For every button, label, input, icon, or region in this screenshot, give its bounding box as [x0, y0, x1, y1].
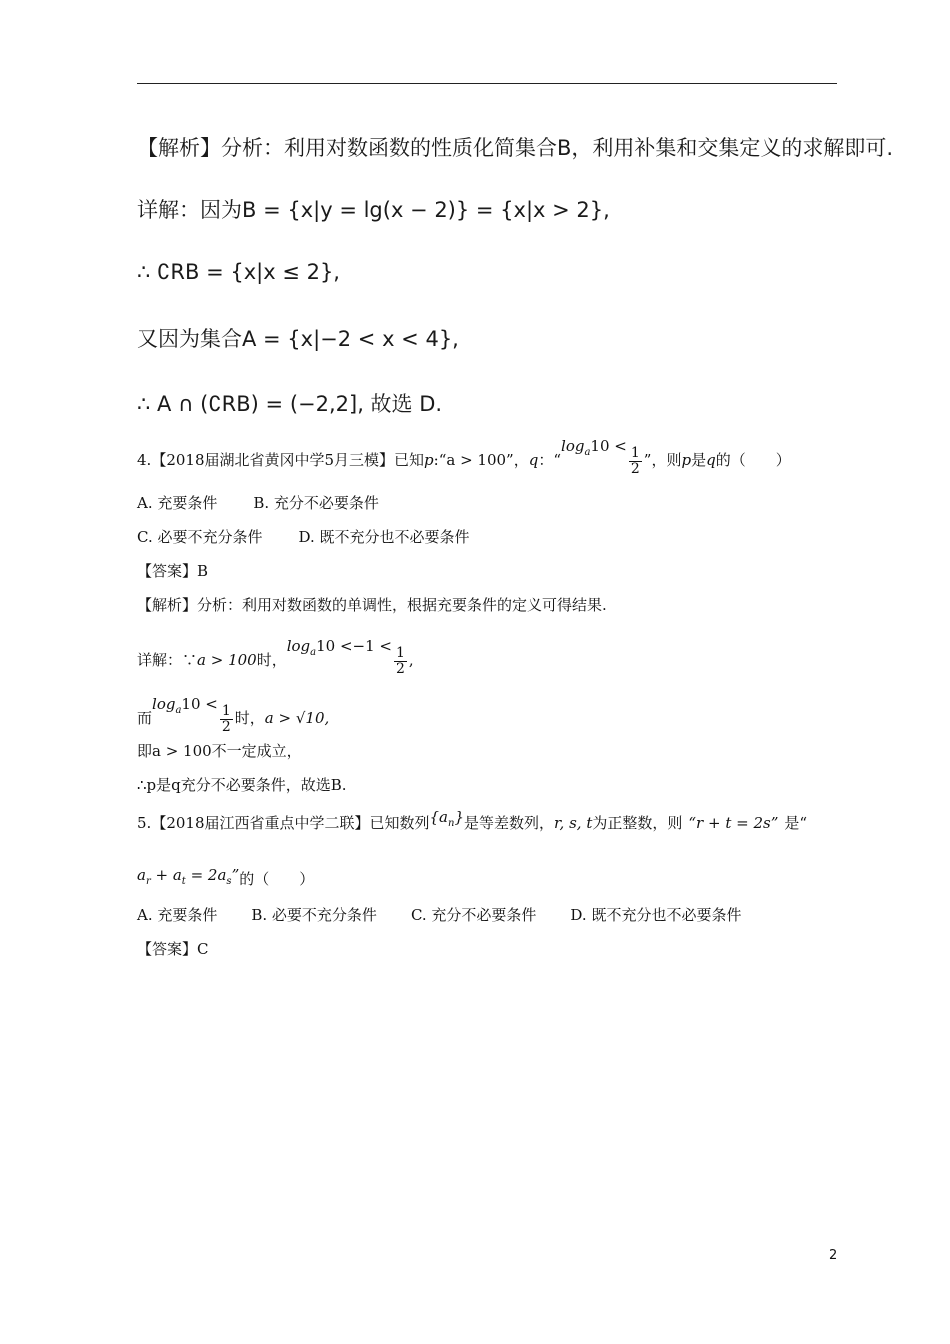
- analysis-line: [137, 132, 893, 162]
- q4-detail2-log: $\log_a10$ <: [152, 695, 218, 717]
- q4-option-c: C. 必要不充分条件: [137, 528, 263, 546]
- detail-step-3: 又因为集合A = {x|−2 < x < 4},: [137, 327, 459, 351]
- q5-source: 【2018届江西省重点中学二联】: [151, 814, 370, 832]
- q4-answer: 【答案】B: [137, 562, 209, 580]
- q4-stem-text: 已知: [394, 451, 425, 470]
- q5-answer: 【答案】C: [137, 940, 209, 958]
- q5-vars: r, s, t: [554, 814, 593, 832]
- q5-option-a: A. 充要条件: [137, 906, 218, 924]
- q5-option-d: D. 既不充分也不必要条件: [570, 906, 742, 924]
- detail-step-2: ∴ ∁RB = {x|x ≤ 2},: [137, 260, 340, 284]
- q4-analysis: 【解析】分析：利用对数函数的单调性，根据充要条件的定义可得结果.: [137, 596, 607, 614]
- q4-q-open: ：“: [538, 451, 562, 470]
- page-number: 2: [829, 1248, 838, 1263]
- q4-options-row2: [137, 526, 470, 547]
- q4-q-log: $\log_a10$ <: [561, 437, 627, 459]
- q4-option-a: A. 充要条件: [137, 494, 218, 512]
- q4-q-close: ”，则: [643, 451, 682, 470]
- q4-detail1-log: $\log_a10 <-1$ <: [286, 637, 392, 659]
- q4-detail2-fraction: $\frac{1}{2}$: [221, 703, 231, 735]
- q4-p-cond: :“a > 100”，: [433, 451, 529, 470]
- q4-option-d: D. 既不充分也不必要条件: [298, 528, 470, 546]
- analysis-tag: 【解析】: [137, 136, 221, 160]
- q4-detail1-fraction: $\frac{1}{2}$: [396, 645, 405, 677]
- q4-detail-1: 详解：∵a > 100时，$\log_a10 <-1$ < $\frac{1}{2}$ ,: [137, 637, 414, 677]
- q4-options-row1: [137, 492, 379, 513]
- q5-cond2: $a_r + a_t = 2a_s$”: [137, 866, 240, 887]
- q4-stem-end: 的（ ）: [715, 451, 791, 470]
- q5-number: 5.: [137, 814, 152, 832]
- q4-p-var: p: [424, 451, 434, 470]
- q5-stem: 5.【2018届江西省重点中学二联】已知数列$\{a_n\}$是等差数列，r, s, t为正整数，则 “r + t = 2s” 是“: [137, 808, 808, 832]
- detail-step-4: ∴ A ∩ (∁RB) = (−2,2], 故选 D.: [137, 392, 443, 416]
- q4-option-b: B. 充分不必要条件: [253, 494, 379, 512]
- analysis-text: 分析：利用对数函数的性质化简集合B，利用补集和交集定义的求解即可.: [221, 136, 894, 160]
- q5-cond1: “r + t = 2s”: [688, 814, 779, 832]
- q4-detail-3: 即a > 100不一定成立，: [137, 742, 302, 760]
- q4-stem: 4.【2018届湖北省黄冈中学5月三模】已知p:“a > 100”，q：“$\log_a10$ < $\frac{1}{2}$ ”，则p是q的（ ）: [137, 437, 791, 477]
- q5-stem-cont: $a_r + a_t = 2a_s$”的（ ）: [137, 866, 315, 888]
- q4-source: 【2018届湖北省黄冈中学5月三模】: [151, 451, 395, 470]
- q4-detail-4: ∴p是q充分不必要条件，故选B.: [137, 776, 347, 794]
- q4-number: 4.: [137, 451, 152, 470]
- q5-options: [137, 904, 741, 925]
- detail-step-1: 详解：因为B = {x|y = lg(x − 2)} = {x|x > 2},: [137, 198, 610, 222]
- q4-half-fraction: $\frac{1}{2}$: [630, 445, 640, 477]
- q5-option-c: C. 充分不必要条件: [410, 906, 537, 924]
- q4-detail-2: 而$\log_a10$ < $\frac{1}{2}$ 时，a > √10,: [137, 695, 330, 735]
- q5-option-b: B. 必要不充分条件: [251, 906, 377, 924]
- q5-sequence: $\{a_n\}$: [429, 808, 465, 829]
- q4-q-var: q: [528, 451, 539, 470]
- header-rule: [137, 83, 837, 84]
